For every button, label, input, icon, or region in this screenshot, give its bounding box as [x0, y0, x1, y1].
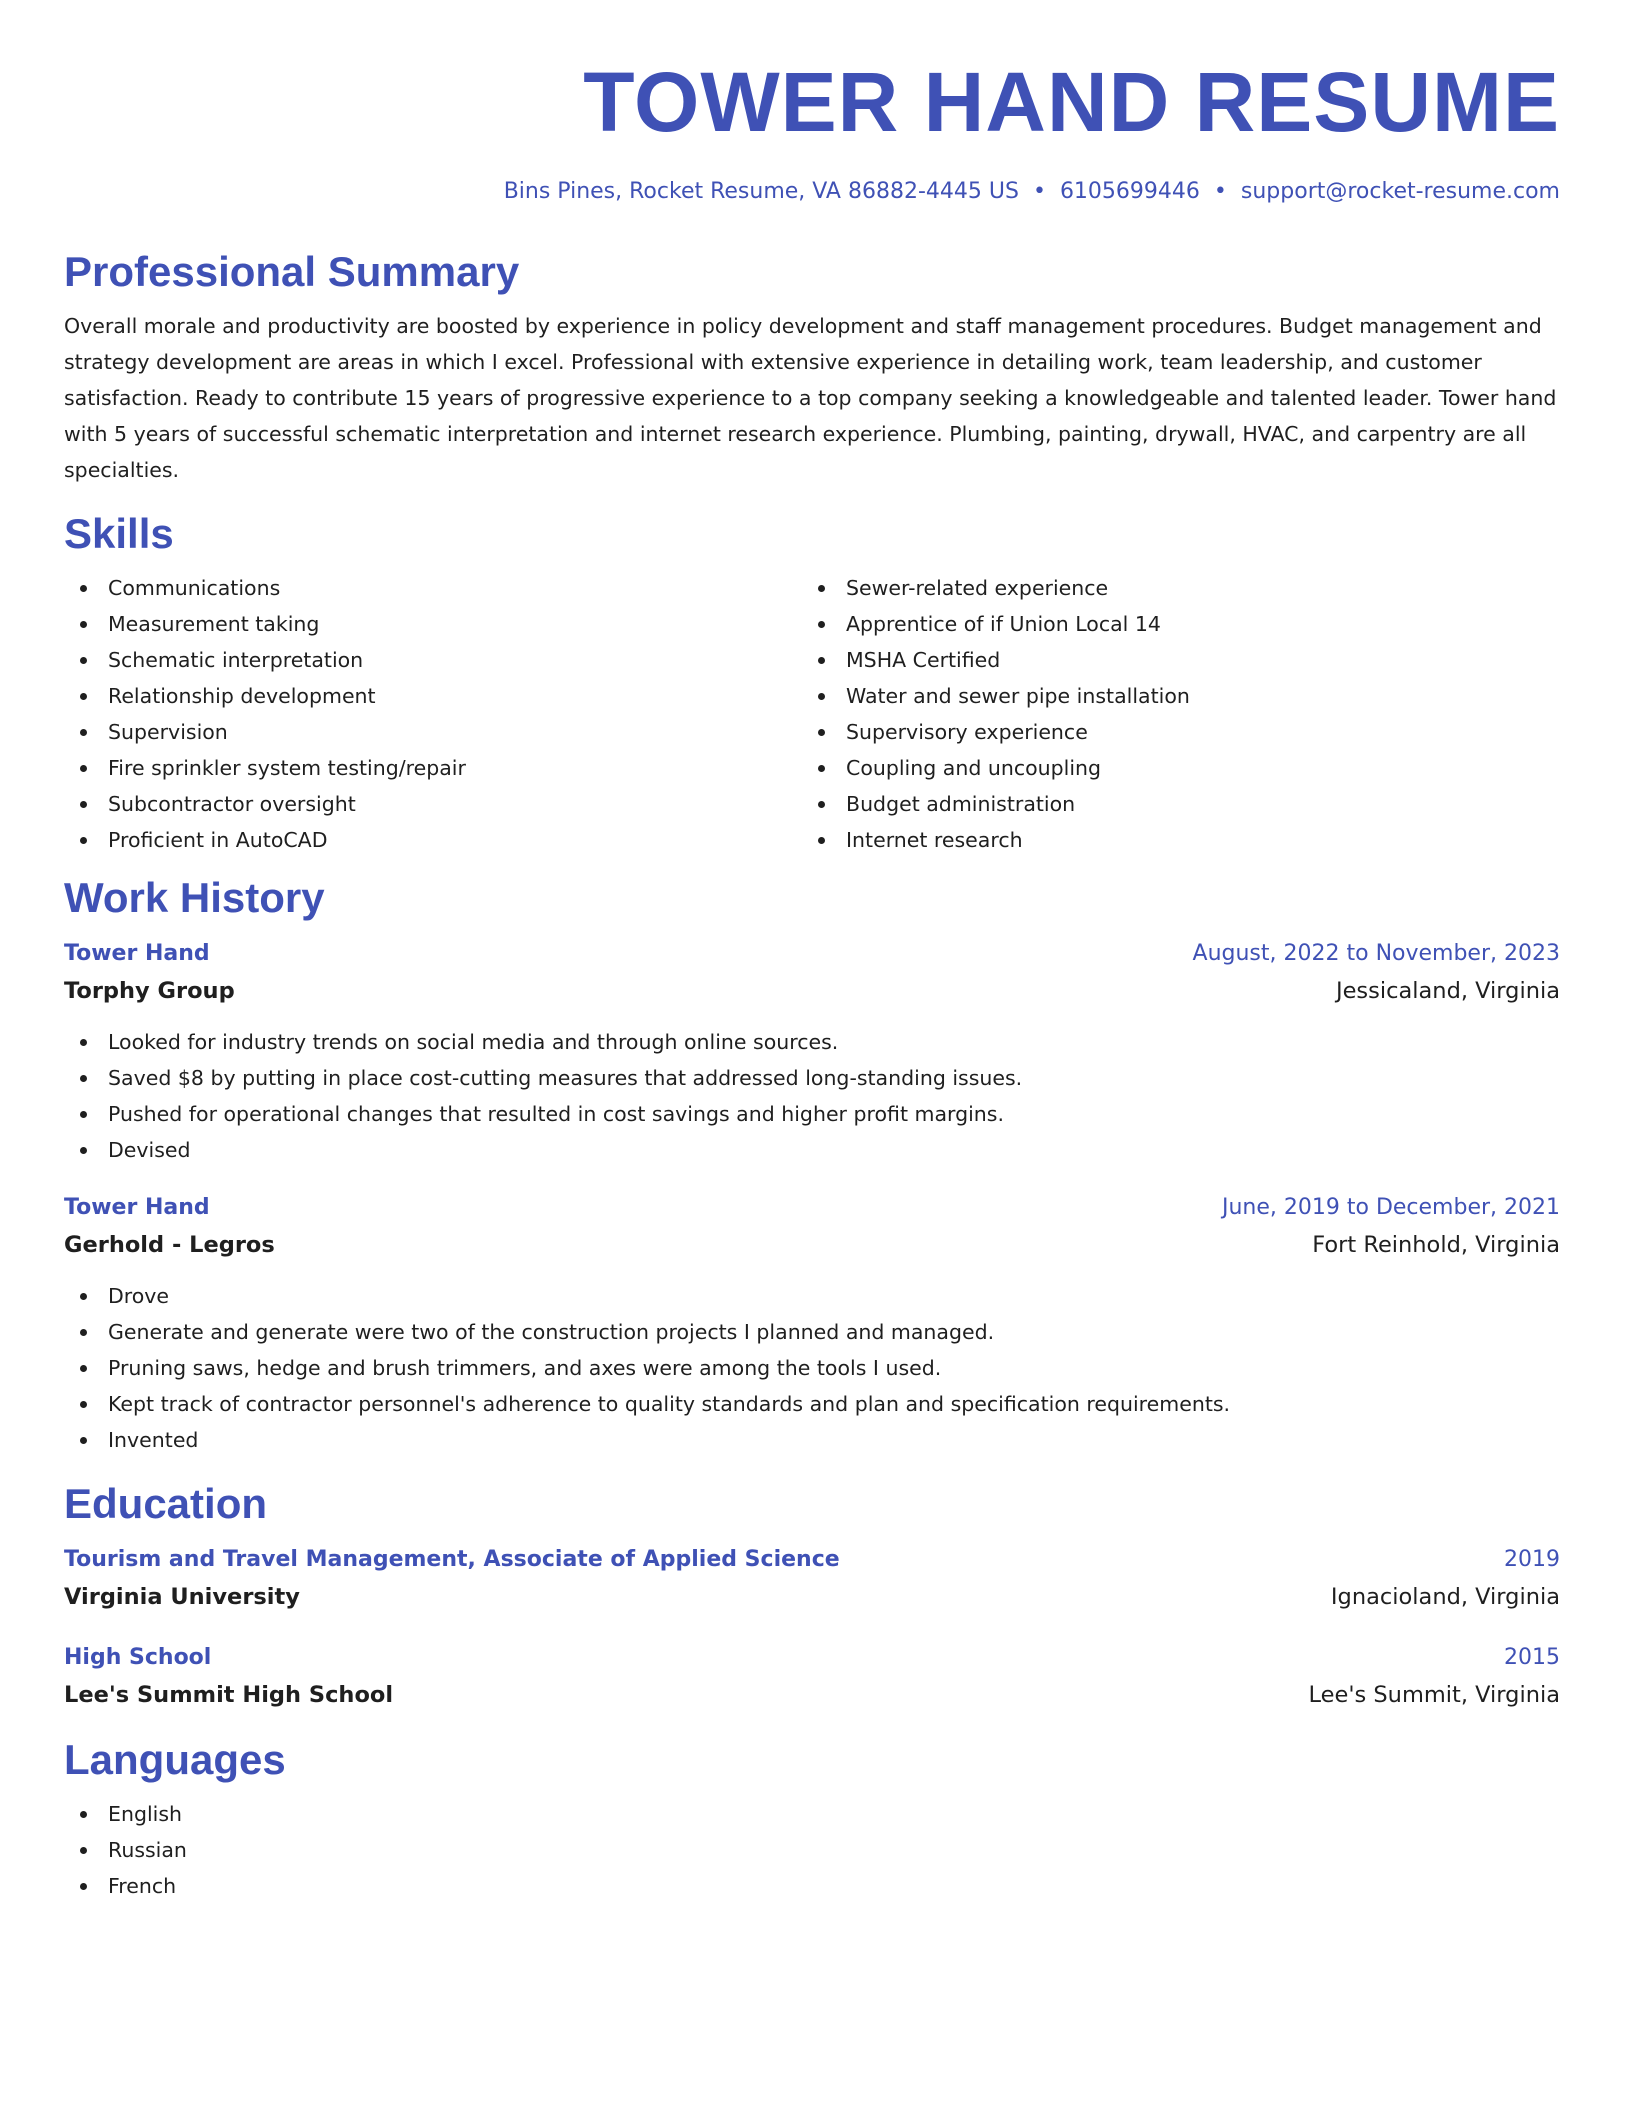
education-school: Lee's Summit High School: [64, 1682, 394, 1708]
contact-line: [64, 176, 1560, 208]
skill-item: Supervision: [64, 714, 802, 750]
job-company-row: [64, 972, 1560, 1010]
education-degree: High School: [64, 1645, 212, 1670]
job-duty: Pushed for operational changes that resulted in cost savings and higher profit margins.: [64, 1096, 1560, 1132]
section-title-skills: Skills: [64, 510, 174, 557]
education-location: Lee's Summit, Virginia: [1308, 1682, 1560, 1708]
job-entry: [64, 936, 1560, 1168]
job-title: Tower Hand: [64, 1195, 210, 1220]
job-entry: [64, 1190, 1560, 1458]
contact-separator: •: [1213, 179, 1227, 204]
job-location: Fort Reinhold, Virginia: [1312, 1232, 1560, 1258]
skill-item: Coupling and uncoupling: [802, 750, 1540, 786]
section-title-summary: Professional Summary: [64, 248, 520, 295]
skill-item: Sewer-related experience: [802, 570, 1540, 606]
education-section: [64, 1478, 1560, 1714]
job-company-row: [64, 1226, 1560, 1264]
skill-item: Measurement taking: [64, 606, 802, 642]
languages-section: [64, 1734, 1560, 1904]
job-duty: Saved $8 by putting in place cost-cutting measures that addressed long-standing issues.: [64, 1060, 1560, 1096]
education-degree: Tourism and Travel Management, Associate of Applied Science: [64, 1547, 840, 1572]
job-header-row: [64, 1190, 1560, 1226]
skill-item: Communications: [64, 570, 802, 606]
contact-phone: 6105699446: [1059, 179, 1200, 204]
contact-separator: •: [1032, 179, 1046, 204]
skill-item: Subcontractor oversight: [64, 786, 802, 822]
education-school-row: [64, 1578, 1560, 1616]
education-school-row: [64, 1676, 1560, 1714]
skills-columns: [64, 570, 1560, 858]
skill-item: Supervisory experience: [802, 714, 1540, 750]
education-header-row: [64, 1542, 1560, 1578]
job-duty: Kept track of contractor personnel's adherence to quality standards and plan and specification requirements.: [64, 1386, 1560, 1422]
skill-item: Fire sprinkler system testing/repair: [64, 750, 802, 786]
skill-item: Internet research: [802, 822, 1540, 858]
job-duty: Looked for industry trends on social media and through online sources.: [64, 1024, 1560, 1060]
education-entry: [64, 1542, 1560, 1616]
resume-header: [64, 0, 1560, 208]
skill-item: Budget administration: [802, 786, 1540, 822]
skill-item: MSHA Certified: [802, 642, 1540, 678]
job-company: Torphy Group: [64, 978, 235, 1004]
job-duty: Pruning saws, hedge and brush trimmers, and axes were among the tools I used.: [64, 1350, 1560, 1386]
job-header-row: [64, 936, 1560, 972]
job-location: Jessicaland, Virginia: [1335, 978, 1560, 1004]
section-title-education: Education: [64, 1480, 268, 1527]
language-item: French: [64, 1868, 1560, 1904]
job-dates: August, 2022 to November, 2023: [1192, 941, 1560, 966]
languages-list: [64, 1796, 1560, 1904]
contact-address: Bins Pines, Rocket Resume, VA 86882-4445 US: [503, 179, 1019, 204]
professional-summary-section: [64, 246, 1560, 488]
work-history-section: [64, 872, 1560, 1458]
job-duty: Invented: [64, 1422, 1560, 1458]
education-location: Ignacioland, Virginia: [1330, 1584, 1560, 1610]
job-title: Tower Hand: [64, 941, 210, 966]
section-title-languages: Languages: [64, 1736, 286, 1783]
skills-list-left: [64, 570, 802, 858]
skills-list-right: [802, 570, 1540, 858]
skill-item: Proficient in AutoCAD: [64, 822, 802, 858]
skill-item: Apprentice of if Union Local 14: [802, 606, 1540, 642]
education-header-row: [64, 1640, 1560, 1676]
education-entry: [64, 1640, 1560, 1714]
resume-page: [64, 0, 1560, 1904]
skill-item: Relationship development: [64, 678, 802, 714]
skills-section: [64, 508, 1560, 858]
job-duty: Generate and generate were two of the construction projects I planned and managed.: [64, 1314, 1560, 1350]
job-duty: Drove: [64, 1278, 1560, 1314]
candidate-name: TOWER HAND RESUME: [583, 55, 1560, 149]
contact-email: support@rocket-resume.com: [1240, 179, 1560, 204]
job-duties-list: [64, 1024, 1560, 1168]
education-year: 2019: [1504, 1547, 1560, 1572]
language-item: English: [64, 1796, 1560, 1832]
job-duty: Devised: [64, 1132, 1560, 1168]
education-year: 2015: [1504, 1645, 1560, 1670]
summary-text: Overall morale and productivity are boosted by experience in policy development and staff management procedures. Budget management and strategy development are areas in which I excel. Professional with extensive experience in detailing work, team leadership, and customer satisfaction. Ready to contribute 15 years of progressive experience to a top company seeking a knowledgeable and talented leader. Tower hand with 5 years of successful schematic interpretation and internet research experience. Plumbing, painting, drywall, HVAC, and carpentry are all specialties.: [64, 314, 1557, 482]
job-duties-list: [64, 1278, 1560, 1458]
section-title-work-history: Work History: [64, 874, 325, 921]
language-item: Russian: [64, 1832, 1560, 1868]
education-school: Virginia University: [64, 1584, 300, 1610]
job-company: Gerhold - Legros: [64, 1232, 275, 1258]
skill-item: Schematic interpretation: [64, 642, 802, 678]
skill-item: Water and sewer pipe installation: [802, 678, 1540, 714]
job-dates: June, 2019 to December, 2021: [1221, 1195, 1560, 1220]
